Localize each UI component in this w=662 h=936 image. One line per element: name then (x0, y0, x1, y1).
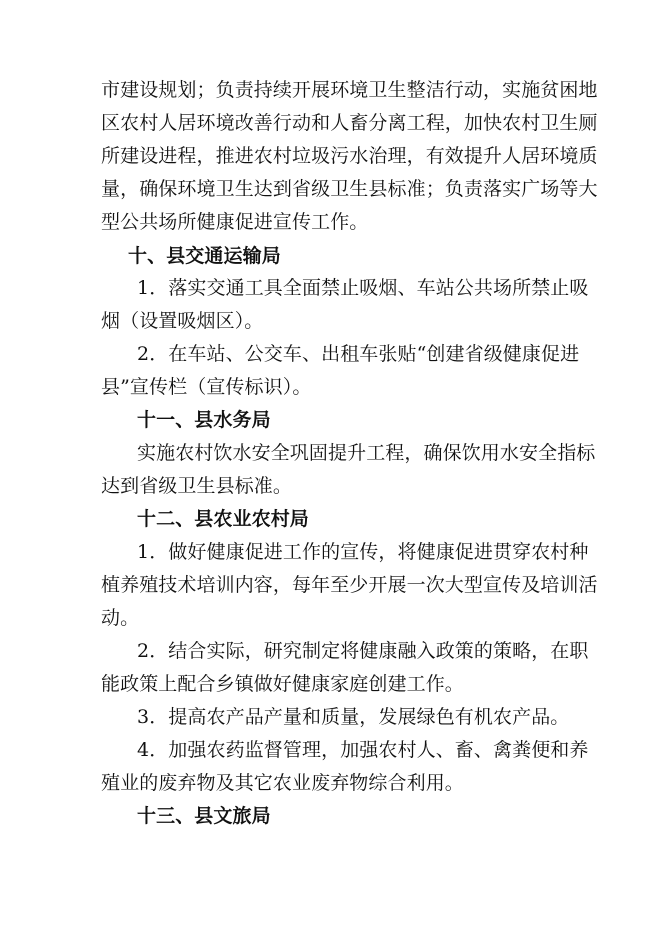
paragraph-line: 4．加强农药监督管理，加强农村人、畜、禽粪便和养 (137, 739, 589, 761)
section-heading: 十、县交通运输局 (128, 245, 281, 267)
paragraph-line: 烟（设置吸烟区）。 (101, 310, 264, 332)
section-heading: 十一、县水务局 (137, 409, 271, 431)
paragraph-line: 能政策上配合乡镇做好健康家庭创建工作。 (101, 673, 464, 695)
section-heading: 十二、县农业农村局 (137, 508, 309, 530)
paragraph-line: 动。 (101, 607, 140, 629)
paragraph-line: 1．落实交通工具全面禁止吸烟、车站公共场所禁止吸 (137, 277, 589, 299)
paragraph-line: 县”宣传栏（宣传标识）。 (101, 376, 312, 398)
section-heading: 十三、县文旅局 (137, 805, 271, 827)
paragraph-line: 植养殖技术培训内容，每年至少开展一次大型宣传及培训活 (101, 574, 598, 596)
paragraph-line: 区农村人居环境改善行动和人畜分离工程，加快农村卫生厕 (101, 112, 598, 134)
paragraph-line: 达到省级卫生县标准。 (101, 475, 293, 497)
paragraph-line: 1．做好健康促进工作的宣传，将健康促进贯穿农村种 (137, 541, 589, 563)
paragraph-line: 实施农村饮水安全巩固提升工程，确保饮用水安全指标 (137, 442, 596, 464)
paragraph-line: 量，确保环境卫生达到省级卫生县标准；负责落实广场等大 (101, 178, 598, 200)
paragraph-line: 所建设进程，推进农村垃圾污水治理，有效提升人居环境质 (101, 145, 598, 167)
paragraph-line: 2．结合实际，研究制定将健康融入政策的策略，在职 (137, 640, 589, 662)
paragraph-line: 3．提高农产品产量和质量，发展绿色有机农产品。 (137, 706, 570, 728)
paragraph-line: 殖业的废弃物及其它农业废弃物综合利用。 (101, 772, 464, 794)
paragraph-line: 2．在车站、公交车、出租车张贴“创建省级健康促进 (137, 343, 580, 365)
paragraph-line: 市建设规划；负责持续开展环境卫生整洁行动，实施贫困地 (101, 79, 598, 101)
paragraph-line: 型公共场所健康促进宣传工作。 (101, 211, 369, 233)
